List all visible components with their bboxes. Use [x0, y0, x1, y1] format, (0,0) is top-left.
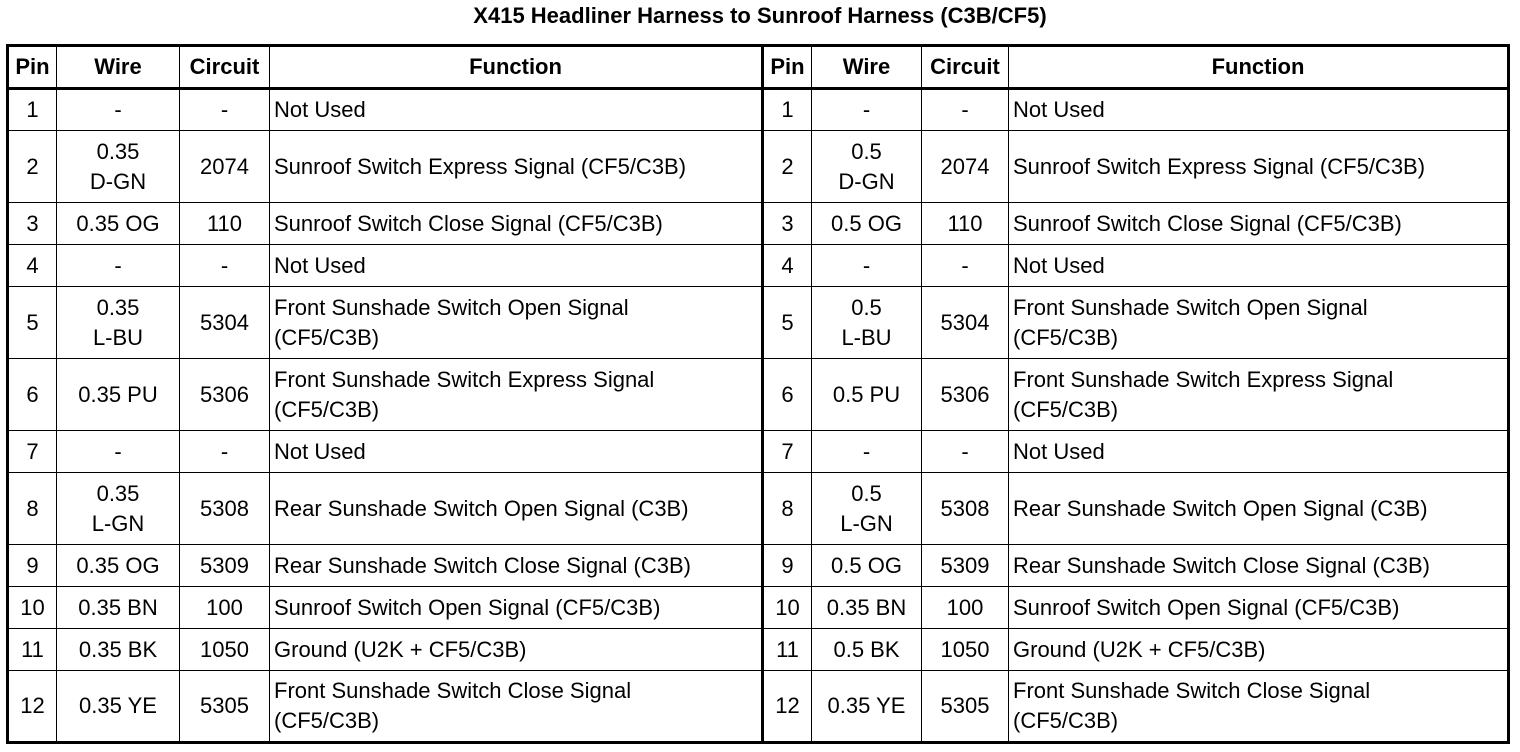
function-cell-right — [1009, 131, 1509, 203]
function-cell-left-line: (CF5/C3B) — [274, 708, 380, 733]
header-pin-left: Pin — [8, 46, 57, 89]
circuit-cell-right: 2074 — [922, 131, 1009, 203]
function-cell-left — [270, 203, 763, 245]
wire-cell-right — [812, 131, 922, 203]
function-cell-left-line: Rear Sunshade Switch Open Signal (C3B) — [274, 495, 689, 521]
wire-cell-left-line: D-GN — [89, 168, 147, 194]
function-cell-right — [1009, 671, 1509, 743]
function-cell-right-line: Sunroof Switch Open Signal (CF5/C3B) — [1013, 594, 1400, 620]
circuit-cell-left: 5306 — [180, 359, 270, 431]
circuit-cell-right: - — [922, 89, 1009, 131]
table-row — [8, 629, 1509, 671]
wire-cell-left-line: - — [114, 252, 122, 278]
wire-cell-right-line: 0.5 — [851, 294, 882, 320]
pin-cell-right: 8 — [763, 473, 812, 545]
table-row — [8, 131, 1509, 203]
wire-cell-left — [57, 431, 180, 473]
table-row — [8, 203, 1509, 245]
header-circuit-right: Circuit — [922, 46, 1009, 89]
pin-cell-right: 2 — [763, 131, 812, 203]
table-row — [8, 473, 1509, 545]
wire-cell-left-line: - — [114, 97, 122, 122]
wire-cell-right — [812, 203, 922, 245]
wire-cell-right — [812, 431, 922, 473]
function-cell-right-line: Not Used — [1013, 252, 1105, 278]
pin-cell-right: 12 — [763, 671, 812, 743]
pin-cell-right: 6 — [763, 359, 812, 431]
pin-cell-left: 12 — [8, 671, 57, 743]
wire-cell-left — [57, 587, 180, 629]
function-cell-right-line: Front Sunshade Switch Express Signal — [1013, 366, 1394, 392]
page-title: X415 Headliner Harness to Sunroof Harness (C3B/CF5) — [473, 3, 1047, 28]
circuit-cell-right: 100 — [922, 587, 1009, 629]
function-cell-left-line: (CF5/C3B) — [274, 396, 380, 422]
function-cell-left — [270, 245, 763, 287]
header-wire-left: Wire — [57, 46, 180, 89]
pin-cell-left: 3 — [8, 203, 57, 245]
function-cell-left-line: Ground (U2K + CF5/C3B) — [274, 636, 527, 662]
wire-cell-left — [57, 473, 180, 545]
function-cell-right-line: Ground (U2K + CF5/C3B) — [1013, 636, 1266, 662]
function-cell-right-line: Front Sunshade Switch Close Signal — [1013, 678, 1371, 703]
header-function-right: Function — [1009, 46, 1509, 89]
circuit-cell-right: - — [922, 431, 1009, 473]
pin-cell-right: 3 — [763, 203, 812, 245]
table-row — [8, 245, 1509, 287]
pin-cell-left: 5 — [8, 287, 57, 359]
function-cell-left-line: Front Sunshade Switch Open Signal — [274, 294, 629, 320]
table-row — [8, 287, 1509, 359]
function-cell-right — [1009, 431, 1509, 473]
function-cell-left — [270, 431, 763, 473]
function-cell-right-line: (CF5/C3B) — [1013, 708, 1119, 733]
function-cell-right — [1009, 473, 1509, 545]
wire-cell-left-line: L-BU — [92, 324, 144, 350]
header-wire-right: Wire — [812, 46, 922, 89]
function-cell-left-line: Not Used — [274, 252, 366, 278]
circuit-cell-left: 1050 — [180, 629, 270, 671]
circuit-cell-left: 100 — [180, 587, 270, 629]
function-cell-left-line: Front Sunshade Switch Close Signal — [274, 678, 632, 703]
function-cell-right-line: (CF5/C3B) — [1013, 324, 1119, 350]
table-row — [8, 431, 1509, 473]
function-cell-left — [270, 473, 763, 545]
table-header-row — [8, 46, 1509, 89]
pin-cell-left: 7 — [8, 431, 57, 473]
function-cell-right — [1009, 359, 1509, 431]
circuit-cell-left: 2074 — [180, 131, 270, 203]
wire-cell-right-line: 0.35 BN — [826, 594, 907, 620]
circuit-cell-right: 1050 — [922, 629, 1009, 671]
wire-cell-right — [812, 545, 922, 587]
wire-cell-right — [812, 587, 922, 629]
wire-cell-left — [57, 203, 180, 245]
function-cell-right-line: Not Used — [1013, 97, 1105, 122]
function-cell-left-line: Front Sunshade Switch Express Signal — [274, 366, 655, 392]
wire-cell-left — [57, 629, 180, 671]
pinout-table — [6, 44, 1510, 744]
wire-cell-right-line: 0.5 OG — [831, 552, 902, 578]
wire-cell-right — [812, 671, 922, 743]
pin-cell-right: 11 — [763, 629, 812, 671]
circuit-cell-right: 5309 — [922, 545, 1009, 587]
wire-cell-right-line: 0.35 YE — [827, 693, 906, 718]
wire-cell-left — [57, 245, 180, 287]
wire-cell-left-line: 0.35 — [96, 138, 140, 164]
table-row — [8, 587, 1509, 629]
function-cell-left-line: Rear Sunshade Switch Close Signal (C3B) — [274, 552, 691, 578]
table-body — [8, 89, 1509, 743]
table-row — [8, 89, 1509, 131]
wire-cell-right — [812, 473, 922, 545]
function-cell-right — [1009, 245, 1509, 287]
function-cell-right — [1009, 287, 1509, 359]
wire-cell-left-line: L-GN — [91, 510, 145, 536]
wire-cell-left-line: 0.35 PU — [78, 381, 158, 407]
circuit-cell-left: - — [180, 431, 270, 473]
table-row — [8, 359, 1509, 431]
wire-cell-right — [812, 287, 922, 359]
function-cell-left-line: Sunroof Switch Open Signal (CF5/C3B) — [274, 594, 661, 620]
wire-cell-right-line: 0.5 — [851, 480, 882, 506]
function-cell-left — [270, 587, 763, 629]
wire-cell-left-line: 0.35 BK — [78, 636, 158, 662]
pin-cell-right: 1 — [763, 89, 812, 131]
header-function-left: Function — [270, 46, 763, 89]
function-cell-left-line: (CF5/C3B) — [274, 324, 380, 350]
wire-cell-left — [57, 545, 180, 587]
wire-cell-right — [812, 245, 922, 287]
function-cell-right-line: Sunroof Switch Close Signal (CF5/C3B) — [1013, 210, 1402, 236]
wire-cell-left-line: - — [114, 438, 122, 464]
wire-cell-left — [57, 287, 180, 359]
wire-cell-right-line: 0.5 — [851, 138, 882, 164]
circuit-cell-right: 110 — [922, 203, 1009, 245]
function-cell-left — [270, 545, 763, 587]
wire-cell-left-line: 0.35 BN — [78, 594, 158, 620]
pin-cell-right: 9 — [763, 545, 812, 587]
function-cell-left — [270, 131, 763, 203]
function-cell-right-line: Front Sunshade Switch Open Signal — [1013, 294, 1368, 320]
wire-cell-right-line: 0.5 PU — [832, 381, 901, 407]
function-cell-right — [1009, 629, 1509, 671]
circuit-cell-left: 110 — [180, 203, 270, 245]
header-pin-right: Pin — [763, 46, 812, 89]
wire-cell-left — [57, 359, 180, 431]
wire-cell-right-line: - — [862, 438, 871, 464]
function-cell-right — [1009, 587, 1509, 629]
wire-cell-right-line: D-GN — [838, 168, 895, 194]
pin-cell-left: 11 — [8, 629, 57, 671]
wire-cell-right — [812, 89, 922, 131]
function-cell-right — [1009, 89, 1509, 131]
function-cell-left — [270, 629, 763, 671]
pin-cell-left: 1 — [8, 89, 57, 131]
function-cell-left — [270, 89, 763, 131]
wire-cell-left-line: 0.35 OG — [76, 210, 160, 236]
function-cell-left — [270, 671, 763, 743]
circuit-cell-left: - — [180, 89, 270, 131]
wire-cell-left-line: 0.35 — [96, 480, 140, 506]
circuit-cell-right: 5308 — [922, 473, 1009, 545]
pin-cell-left: 2 — [8, 131, 57, 203]
circuit-cell-left: 5309 — [180, 545, 270, 587]
function-cell-left-line: Not Used — [274, 97, 366, 122]
function-cell-right — [1009, 545, 1509, 587]
function-cell-left — [270, 359, 763, 431]
function-cell-right-line: Sunroof Switch Express Signal (CF5/C3B) — [1013, 153, 1426, 179]
circuit-cell-left: 5305 — [180, 671, 270, 743]
wire-cell-right — [812, 359, 922, 431]
wire-cell-left-line: 0.35 OG — [76, 552, 160, 578]
pin-cell-right: 4 — [763, 245, 812, 287]
circuit-cell-left: 5304 — [180, 287, 270, 359]
header-circuit-left: Circuit — [180, 46, 270, 89]
function-cell-right-line: (CF5/C3B) — [1013, 396, 1119, 422]
function-cell-left — [270, 287, 763, 359]
function-cell-left-line: Not Used — [274, 438, 366, 464]
wire-cell-right-line: - — [862, 252, 871, 278]
pin-cell-left: 4 — [8, 245, 57, 287]
wire-cell-left — [57, 671, 180, 743]
circuit-cell-left: - — [180, 245, 270, 287]
table-row — [8, 545, 1509, 587]
pin-cell-right: 10 — [763, 587, 812, 629]
wire-cell-left — [57, 89, 180, 131]
function-cell-left-line: Sunroof Switch Close Signal (CF5/C3B) — [274, 210, 663, 236]
wire-cell-right-line: L-GN — [840, 510, 893, 536]
table-row — [8, 671, 1509, 743]
wire-cell-left-line: 0.35 YE — [79, 693, 157, 718]
wire-cell-left — [57, 131, 180, 203]
circuit-cell-left: 5308 — [180, 473, 270, 545]
pin-cell-right: 7 — [763, 431, 812, 473]
pin-cell-left: 10 — [8, 587, 57, 629]
wire-cell-right-line: - — [862, 97, 871, 122]
pin-cell-left: 6 — [8, 359, 57, 431]
function-cell-right — [1009, 203, 1509, 245]
circuit-cell-right: 5304 — [922, 287, 1009, 359]
circuit-cell-right: 5306 — [922, 359, 1009, 431]
wire-cell-right — [812, 629, 922, 671]
wire-cell-right-line: 0.5 OG — [831, 210, 902, 236]
pin-cell-left: 8 — [8, 473, 57, 545]
function-cell-right-line: Not Used — [1013, 438, 1105, 464]
circuit-cell-right: - — [922, 245, 1009, 287]
function-cell-left-line: Sunroof Switch Express Signal (CF5/C3B) — [274, 153, 687, 179]
function-cell-right-line: Rear Sunshade Switch Close Signal (C3B) — [1013, 552, 1430, 578]
pin-cell-left: 9 — [8, 545, 57, 587]
wire-cell-right-line: 0.5 BK — [833, 636, 900, 662]
wire-cell-left-line: 0.35 — [96, 294, 140, 320]
pin-cell-right: 5 — [763, 287, 812, 359]
function-cell-right-line: Rear Sunshade Switch Open Signal (C3B) — [1013, 495, 1428, 521]
circuit-cell-right: 5305 — [922, 671, 1009, 743]
wire-cell-right-line: L-BU — [841, 324, 892, 350]
